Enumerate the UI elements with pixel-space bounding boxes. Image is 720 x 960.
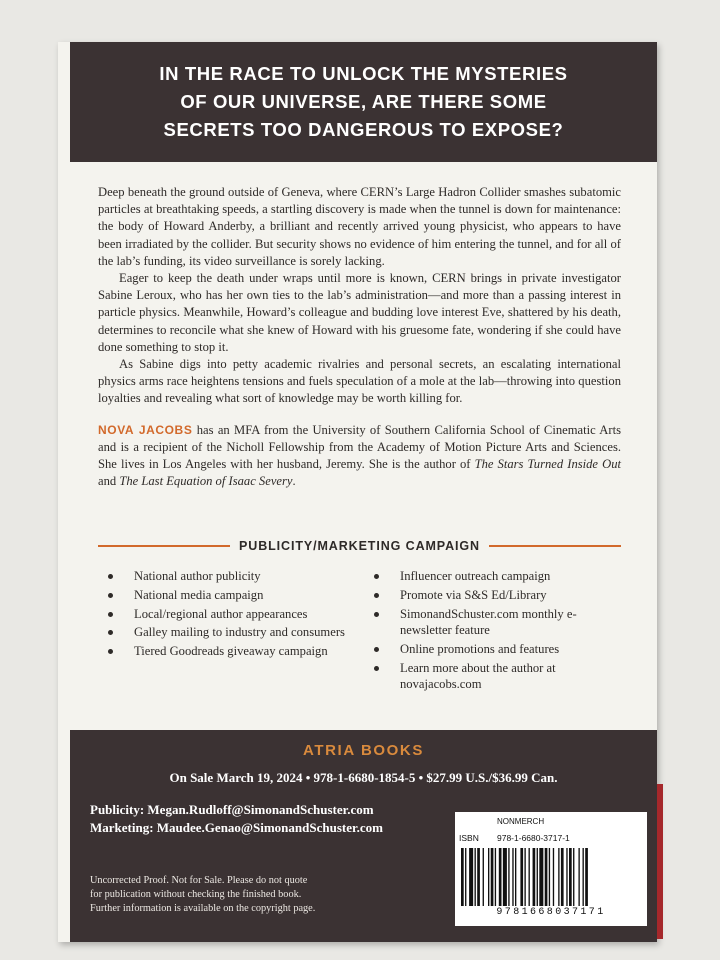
barcode-icon <box>459 848 643 906</box>
list-item: Local/regional author appearances <box>96 606 346 623</box>
list-item: Tiered Goodreads giveaway campaign <box>96 643 346 660</box>
list-item: Online promotions and features <box>362 641 612 658</box>
list-item: Galley mailing to industry and consumers <box>96 624 346 641</box>
synopsis-paragraph-3: As Sabine digs into petty academic rivalries and personal secrets, an escalating international physics arms race heightens tensions and fuels speculation of a mole at the lab—throwing into question loyalties and revealing what sort of knowledge may be worth killing for. <box>98 357 621 406</box>
headline-line-2: OF OUR UNIVERSE, ARE THERE SOME <box>180 91 547 112</box>
campaign-rule-left <box>98 545 230 547</box>
publicity-contact: Publicity: Megan.Rudloff@SimonandSchuster.com <box>90 802 374 817</box>
barcode-label: NONMERCH <box>497 817 545 826</box>
list-item: Learn more about the author at novajacobs.com <box>362 660 612 693</box>
campaign-rule-right <box>489 545 621 547</box>
footer-band <box>70 730 657 942</box>
isbn-number: 978-1-6680-3717-1 <box>497 833 570 843</box>
headline-line-3: SECRETS TOO DANGEROUS TO EXPOSE? <box>163 119 564 140</box>
spine-edge <box>657 784 663 939</box>
bio-text-3: . <box>292 474 296 489</box>
campaign-list-right <box>362 568 612 695</box>
list-item: Influencer outreach campaign <box>362 568 612 585</box>
book-back-cover <box>58 42 657 942</box>
campaign-heading-label: PUBLICITY/MARKETING CAMPAIGN <box>239 539 480 553</box>
bio-book-title-1: The Stars Turned Inside Out <box>474 457 621 472</box>
synopsis-paragraph-2: Eager to keep the death under wraps until more is known, CERN brings in private investigator Sabine Leroux, who has her own ties to the lab’s administration—and more than a passing interest in particle physics. Meanwhile, Howard’s colleague and budding love interest Eve, shattered by his death, determines to reconcile what she knew of Howard with his gruesome fate, wondering if she could have done something to stop it. <box>98 271 621 354</box>
headline-line-1: IN THE RACE TO UNLOCK THE MYSTERIES <box>159 63 568 84</box>
headline-band <box>70 42 657 162</box>
isbn-label: ISBN <box>459 833 479 843</box>
sale-info: On Sale March 19, 2024 • 978-1-6680-1854-5 • $27.99 U.S./$36.99 Can. <box>169 770 558 785</box>
publisher-name: ATRIA BOOKS <box>303 742 424 759</box>
list-item: National author publicity <box>96 568 346 585</box>
bio-book-title-2: The Last Equation of Isaac Severy <box>119 474 293 489</box>
synopsis-paragraph-1: Deep beneath the ground outside of Geneva, where CERN’s Large Hadron Collider smashes subatomic particles at breathtaking speeds, a startling discovery is made when the tunnel is down for maintenance: the body of Howard Anderby, a brilliant and recently arrived young physicist, who appears to have been irradiated by the collider. But security shows no evidence of him entering the tunnel, and for all of the lab’s funding, its video surveillance is sorely lacking. <box>98 185 621 268</box>
marketing-contact: Marketing: Maudee.Genao@SimonandSchuster.com <box>90 820 383 835</box>
bio-text-2: and <box>98 474 120 489</box>
list-item: SimonandSchuster.com monthly e-newsletter feature <box>362 606 612 639</box>
author-bio <box>98 422 621 491</box>
proof-notice: Uncorrected Proof. Not for Sale. Please do not quote for publication without checking the finished book. Further information is available on the copyright page. <box>90 875 316 914</box>
synopsis <box>98 184 621 490</box>
barcode-box <box>455 812 647 926</box>
author-name: NOVA JACOBS <box>98 422 193 437</box>
bio-text-1: has an MFA from the University of Southern California School of Cinematic Arts and is a recipient of the Nicholl Fellowship from the Academy of Motion Picture Arts and Sciences. She lives in Los Angeles with her husband, Jeremy. She is the author of <box>98 422 621 472</box>
list-item: Promote via S&S Ed/Library <box>362 587 612 604</box>
list-item: National media campaign <box>96 587 346 604</box>
barcode-digits: 9781668037171 <box>496 907 606 918</box>
campaign-list-left <box>96 568 346 662</box>
campaign-heading <box>98 536 621 556</box>
